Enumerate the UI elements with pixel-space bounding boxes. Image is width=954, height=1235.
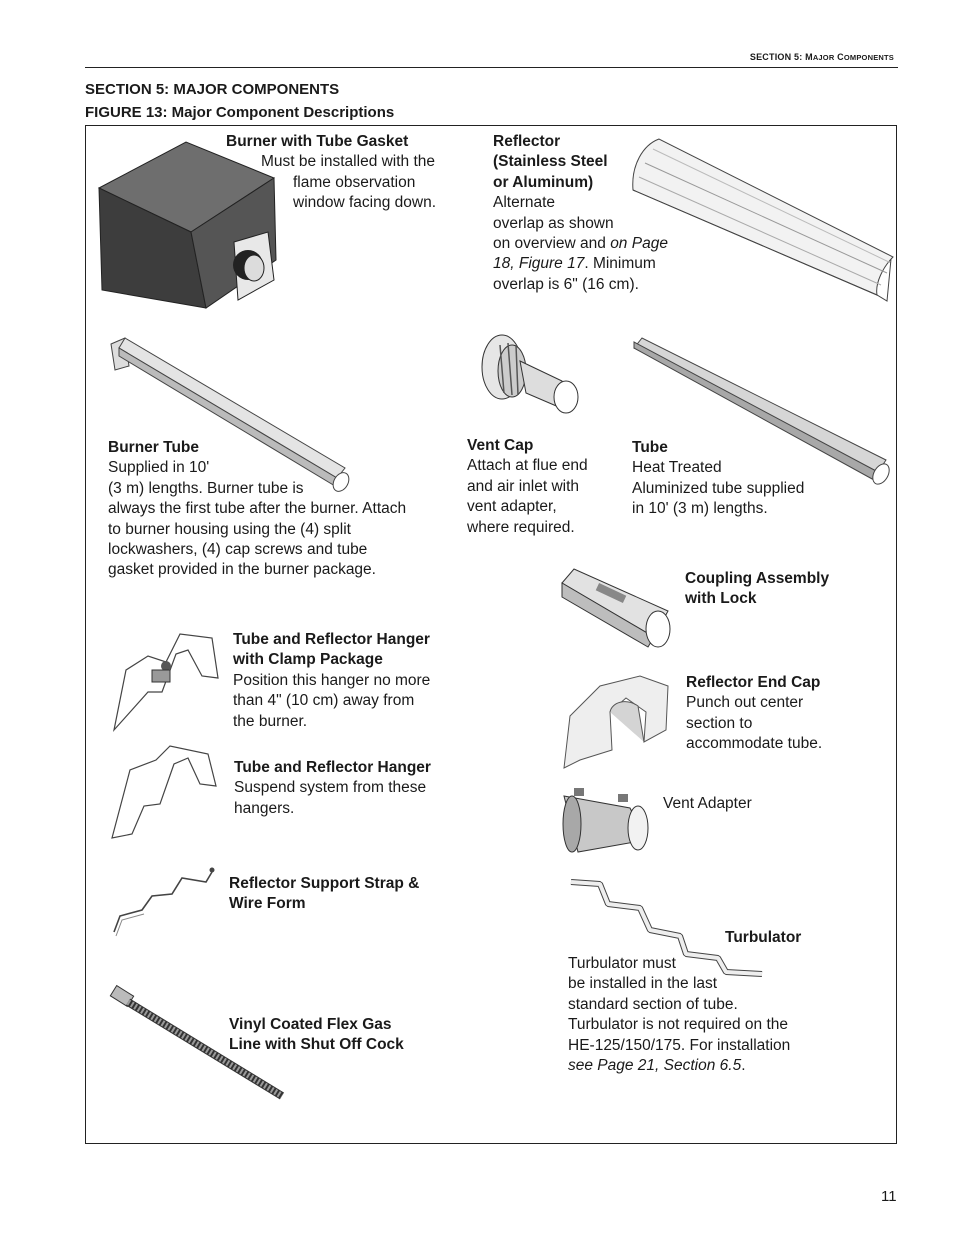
vent-cap-text <box>467 436 588 538</box>
coupling-text <box>685 569 829 610</box>
vent-cap-line-2: and air inlet with <box>467 477 580 495</box>
flex-gas-text <box>229 1015 404 1056</box>
burner-tube-line-6: gasket provided in the burner package. <box>108 561 376 579</box>
hanger-line-1: Suspend system from these <box>234 779 427 797</box>
tube-text <box>632 438 804 520</box>
vent-adapter-title: Vent Adapter <box>663 795 752 812</box>
vent-adapter-text <box>663 794 752 814</box>
burner-tube-line-1: Supplied in 10' <box>108 459 210 477</box>
hanger-title: Tube and Reflector Hanger <box>234 759 431 776</box>
strap-text <box>229 874 419 915</box>
vent-cap-illustration <box>478 333 583 418</box>
strap-title-2: Wire Form <box>229 895 306 913</box>
burner-tube-line-4: to burner housing using the (4) split <box>108 520 351 538</box>
reflector-title-3: or Aluminum) <box>493 173 594 191</box>
hanger-clamp-illustration <box>108 630 223 740</box>
end-cap-line-3: accommodate tube. <box>686 735 823 753</box>
reflector-figure-ref: 18, Figure 17 <box>493 255 585 273</box>
burner-tube-line-3: always the first tube after the burner. Attach <box>108 500 407 518</box>
hanger-illustration <box>108 746 223 842</box>
reflector-line-5: overlap is 6" (16 cm). <box>493 275 639 293</box>
figure-title: FIGURE 13: Major Component Descriptions <box>85 104 395 121</box>
end-cap-illustration <box>560 672 675 772</box>
coupling-title-2: with Lock <box>685 590 757 608</box>
burner-tube-line-5: lockwashers, (4) cap screws and tube <box>108 541 368 559</box>
vent-cap-line-3: vent adapter, <box>467 498 557 516</box>
hanger-clamp-line-2: than 4" (10 cm) away from <box>233 692 415 710</box>
hanger-clamp-title-2: with Clamp Package <box>233 651 383 669</box>
turbulator-title: Turbulator <box>725 929 802 946</box>
reflector-title-2: (Stainless Steel <box>493 153 608 171</box>
hanger-clamp-line-1: Position this hanger no more <box>233 671 431 689</box>
reflector-text <box>493 132 668 295</box>
turbulator-line-6: see Page 21, Section 6.5. <box>568 1057 746 1075</box>
burner-line-2: flame observation <box>293 173 416 191</box>
tube-line-1: Heat Treated <box>632 459 722 477</box>
page-number: 11 <box>881 1188 897 1205</box>
hanger-clamp-text <box>233 630 430 732</box>
burner-line-3: window facing down. <box>293 194 437 212</box>
reflector-line-4: 18, Figure 17. Minimum <box>493 255 656 273</box>
end-cap-line-2: section to <box>686 714 753 732</box>
coupling-illustration <box>558 567 676 652</box>
burner-tube-title: Burner Tube <box>108 439 199 456</box>
tube-title: Tube <box>632 439 668 456</box>
burner-tube-text <box>108 438 406 581</box>
burner-title: Burner with Tube Gasket <box>226 133 409 150</box>
reflector-line-1: Alternate <box>493 194 556 212</box>
burner-line-1: Must be installed with the <box>261 153 436 171</box>
reflector-line-2: overlap as shown <box>493 214 614 232</box>
vent-cap-line-4: where required. <box>467 518 575 536</box>
turbulator-line-2: be installed in the last <box>568 975 718 993</box>
burner-text <box>226 132 436 214</box>
vent-adapter-illustration <box>560 782 655 857</box>
turbulator-line-5: HE-125/150/175. For installation <box>568 1036 791 1054</box>
tube-line-2: Aluminized tube supplied <box>632 479 805 497</box>
end-cap-text <box>686 673 822 755</box>
flex-gas-title-2: Line with Shut Off Cock <box>229 1036 404 1054</box>
turbulator-line-1: Turbulator must <box>568 955 676 972</box>
coupling-title-1: Coupling Assembly <box>685 570 830 587</box>
turbulator-section-ref: see Page 21, Section 6.5 <box>568 1057 742 1075</box>
strap-illustration <box>108 866 218 938</box>
burner-tube-line-2: (3 m) lengths. Burner tube is <box>108 479 304 497</box>
end-cap-title: Reflector End Cap <box>686 674 821 691</box>
hanger-clamp-line-3: the burner. <box>233 712 308 730</box>
reflector-title-1: Reflector <box>493 133 561 150</box>
reflector-line-3: on overview and on Page <box>493 235 668 253</box>
running-head: SECTION 5: MAJOR COMPONENTS <box>749 52 894 62</box>
turbulator-text <box>568 954 790 1076</box>
hanger-line-2: hangers. <box>234 799 295 817</box>
turbulator-line-3: standard section of tube. <box>568 995 738 1013</box>
tube-line-3: in 10' (3 m) lengths. <box>632 500 768 518</box>
section-title: SECTION 5: MAJOR COMPONENTS <box>85 81 340 98</box>
strap-title-1: Reflector Support Strap & <box>229 875 420 892</box>
flex-gas-title-1: Vinyl Coated Flex Gas <box>229 1016 392 1033</box>
hanger-text <box>234 758 431 819</box>
hanger-clamp-title-1: Tube and Reflector Hanger <box>233 631 430 648</box>
vent-cap-line-1: Attach at flue end <box>467 457 588 475</box>
reflector-page-ref: on Page <box>610 235 668 253</box>
vent-cap-title: Vent Cap <box>467 437 534 454</box>
header-rule <box>85 67 898 68</box>
turbulator-line-4: Turbulator is not required on the <box>568 1016 788 1034</box>
end-cap-line-1: Punch out center <box>686 694 804 712</box>
